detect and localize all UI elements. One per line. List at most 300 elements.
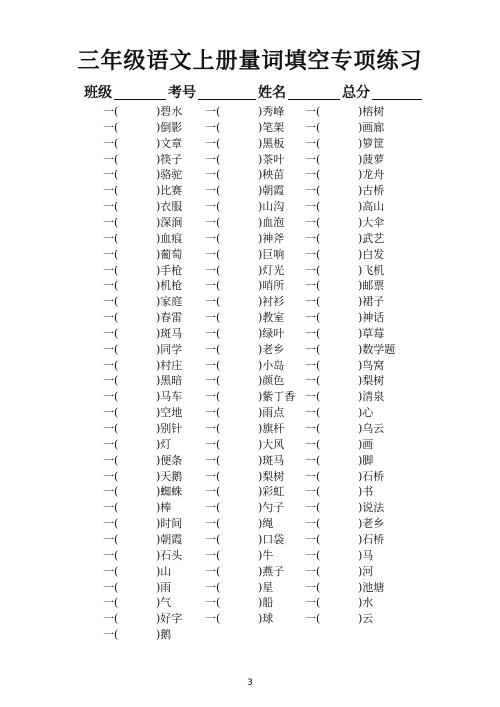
item-tail	[258, 595, 273, 611]
item-noun: 春雷	[160, 311, 183, 325]
item-suffix: )	[156, 612, 161, 626]
item-suffix: )	[358, 422, 363, 435]
item-tail	[156, 580, 171, 596]
item-tail	[358, 611, 373, 627]
item-tail	[258, 152, 284, 168]
item-prefix: 一(	[103, 326, 119, 340]
answer-blank[interactable]	[122, 595, 156, 609]
item-suffix: )	[358, 358, 363, 372]
item-prefix: 一(	[305, 105, 321, 118]
item-prefix: 一(	[305, 263, 321, 277]
answer-blank[interactable]	[122, 199, 156, 213]
answer-blank[interactable]	[122, 389, 156, 403]
answer-blank[interactable]	[324, 278, 358, 292]
answer-blank[interactable]	[224, 611, 258, 625]
answer-blank[interactable]	[122, 405, 156, 419]
item-noun: 石桥	[362, 532, 385, 546]
item-tail	[258, 500, 284, 516]
item-noun: 紫丁香	[262, 390, 296, 404]
answer-blank[interactable]	[324, 231, 358, 245]
item-tail	[358, 500, 384, 516]
item-prefix: 一(	[205, 231, 221, 245]
item-noun: 村庄	[160, 358, 183, 372]
answer-blank[interactable]	[324, 294, 358, 308]
exercise-row	[0, 484, 500, 500]
answer-blank[interactable]	[224, 469, 258, 483]
answer-blank[interactable]	[324, 136, 358, 150]
item-noun: 天鹅	[160, 469, 183, 483]
answer-blank[interactable]	[324, 469, 358, 483]
answer-blank[interactable]	[324, 437, 358, 451]
item-suffix: )	[156, 215, 161, 229]
item-suffix: )	[156, 263, 161, 277]
item-prefix: 一(	[305, 120, 321, 134]
item-suffix: )	[156, 184, 161, 198]
item-tail	[156, 627, 171, 643]
item-noun: 老乡	[262, 342, 285, 356]
answer-blank[interactable]	[122, 294, 156, 308]
answer-blank[interactable]	[224, 263, 258, 277]
answer-blank[interactable]	[324, 484, 358, 498]
item-noun: 山沟	[262, 200, 285, 214]
item-tail	[258, 516, 273, 532]
answer-blank[interactable]	[324, 104, 358, 118]
item-prefix: 一(	[103, 311, 119, 325]
item-suffix: )	[156, 437, 161, 451]
item-noun: 葡萄	[160, 247, 183, 261]
answer-blank[interactable]	[224, 500, 258, 514]
score-field[interactable]	[372, 99, 422, 100]
answer-blank[interactable]	[122, 484, 156, 498]
answer-blank[interactable]	[122, 453, 156, 467]
item-prefix: 一(	[103, 231, 119, 245]
item-prefix: 一(	[205, 612, 221, 626]
answer-blank[interactable]	[122, 469, 156, 483]
item-noun: 教室	[262, 311, 285, 325]
exercise-row	[0, 215, 500, 231]
item-suffix: )	[156, 231, 161, 245]
item-suffix: )	[358, 311, 363, 325]
item-tail	[156, 167, 182, 183]
item-suffix: )	[258, 342, 263, 356]
item-tail	[358, 120, 384, 136]
item-tail	[358, 389, 384, 405]
item-tail	[156, 342, 182, 358]
item-prefix: 一(	[103, 105, 119, 118]
item-noun: 草莓	[362, 326, 385, 340]
item-tail	[156, 405, 182, 421]
answer-blank[interactable]	[224, 564, 258, 578]
item-tail	[156, 310, 182, 326]
item-suffix: )	[156, 517, 161, 531]
item-noun: 鹅	[160, 628, 172, 642]
answer-blank[interactable]	[324, 310, 358, 324]
item-noun: 鸟窝	[362, 358, 385, 372]
answer-blank[interactable]	[324, 167, 358, 181]
item-tail	[156, 548, 182, 564]
item-noun: 口袋	[262, 532, 285, 546]
answer-blank[interactable]	[122, 548, 156, 562]
item-tail	[258, 231, 284, 247]
answer-blank[interactable]	[122, 215, 156, 229]
answer-blank[interactable]	[224, 516, 258, 530]
answer-blank[interactable]	[324, 595, 358, 609]
answer-blank[interactable]	[224, 548, 258, 562]
item-noun: 斑马	[262, 453, 285, 467]
item-prefix: 一(	[305, 231, 321, 245]
exercise-row	[0, 120, 500, 136]
class-label: 班级	[84, 85, 112, 101]
item-noun: 茶叶	[262, 152, 285, 166]
item-prefix: 一(	[103, 168, 119, 182]
answer-blank[interactable]	[122, 326, 156, 340]
exercise-row	[0, 469, 500, 485]
item-noun: 旗杆	[262, 422, 285, 435]
answer-blank[interactable]	[224, 358, 258, 372]
item-prefix: 一(	[205, 532, 221, 546]
item-suffix: )	[156, 120, 161, 134]
item-noun: 武艺	[362, 231, 385, 245]
answer-blank[interactable]	[324, 580, 358, 594]
answer-blank[interactable]	[224, 215, 258, 229]
item-tail	[156, 152, 182, 168]
item-prefix: 一(	[103, 422, 119, 435]
answer-blank[interactable]	[224, 484, 258, 498]
item-prefix: 一(	[103, 247, 119, 261]
answer-blank[interactable]	[324, 453, 358, 467]
item-tail	[156, 611, 182, 627]
item-suffix: )	[358, 517, 363, 531]
item-tail	[358, 310, 384, 326]
item-suffix: )	[156, 422, 161, 435]
answer-blank[interactable]	[324, 199, 358, 213]
item-prefix: 一(	[103, 437, 119, 451]
exercise-row	[0, 373, 500, 389]
item-noun: 笔架	[262, 120, 285, 134]
item-suffix: )	[258, 532, 263, 546]
answer-blank[interactable]	[122, 152, 156, 166]
item-suffix: )	[358, 120, 363, 134]
item-noun: 书	[362, 485, 374, 499]
answer-blank[interactable]	[224, 136, 258, 150]
item-suffix: )	[156, 501, 161, 515]
item-noun: 倒影	[160, 120, 183, 134]
item-prefix: 一(	[305, 548, 321, 562]
exercise-row	[0, 104, 500, 120]
exercise-row	[0, 263, 500, 279]
exercise-row	[0, 627, 500, 643]
item-suffix: )	[358, 612, 363, 626]
item-prefix: 一(	[305, 453, 321, 467]
item-tail	[258, 389, 295, 405]
name-field[interactable]	[288, 99, 340, 100]
answer-blank[interactable]	[224, 278, 258, 292]
item-suffix: )	[258, 184, 263, 198]
item-noun: 画	[362, 437, 374, 451]
item-prefix: 一(	[205, 295, 221, 309]
answer-blank[interactable]	[224, 405, 258, 419]
item-noun: 朝霞	[160, 532, 183, 546]
answer-blank[interactable]	[224, 453, 258, 467]
item-tail	[358, 484, 373, 500]
answer-blank[interactable]	[122, 627, 156, 641]
item-suffix: )	[358, 596, 363, 610]
item-prefix: 一(	[305, 437, 321, 451]
answer-blank[interactable]	[122, 104, 156, 118]
exercise-row	[0, 532, 500, 548]
answer-blank[interactable]	[122, 278, 156, 292]
item-noun: 画廊	[362, 120, 385, 134]
exercise-row	[0, 231, 500, 247]
exercise-row	[0, 294, 500, 310]
item-noun: 衬衫	[262, 295, 285, 309]
answer-blank[interactable]	[122, 247, 156, 261]
item-prefix: 一(	[103, 342, 119, 356]
item-tail	[358, 564, 373, 580]
answer-blank[interactable]	[224, 183, 258, 197]
item-noun: 文章	[160, 136, 183, 150]
answer-blank[interactable]	[324, 389, 358, 403]
item-suffix: )	[358, 390, 363, 404]
answer-blank[interactable]	[224, 595, 258, 609]
number-field[interactable]	[198, 99, 256, 100]
answer-blank[interactable]	[324, 500, 358, 514]
answer-blank[interactable]	[122, 580, 156, 594]
item-tail	[156, 263, 182, 279]
exercise-row	[0, 611, 500, 627]
answer-blank[interactable]	[324, 152, 358, 166]
answer-blank[interactable]	[122, 183, 156, 197]
item-noun: 神话	[362, 311, 385, 325]
item-noun: 云	[362, 612, 374, 626]
answer-blank[interactable]	[324, 548, 358, 562]
answer-blank[interactable]	[122, 516, 156, 530]
item-prefix: 一(	[103, 453, 119, 467]
item-suffix: )	[358, 295, 363, 309]
item-tail	[156, 215, 182, 231]
answer-blank[interactable]	[324, 516, 358, 530]
answer-blank[interactable]	[324, 215, 358, 229]
item-noun: 脚	[362, 453, 374, 467]
item-prefix: 一(	[205, 469, 221, 483]
item-prefix: 一(	[103, 279, 119, 293]
item-suffix: )	[156, 532, 161, 546]
item-prefix: 一(	[205, 326, 221, 340]
item-tail	[258, 342, 284, 358]
item-tail	[258, 548, 273, 564]
item-prefix: 一(	[103, 501, 119, 515]
item-tail	[358, 421, 384, 437]
item-suffix: )	[258, 168, 263, 182]
answer-blank[interactable]	[224, 104, 258, 118]
item-prefix: 一(	[305, 184, 321, 198]
item-noun: 菠萝	[362, 152, 385, 166]
answer-blank[interactable]	[224, 532, 258, 546]
answer-blank[interactable]	[122, 532, 156, 546]
item-tail	[258, 580, 273, 596]
item-prefix: 一(	[205, 501, 221, 515]
item-tail	[156, 373, 182, 389]
item-prefix: 一(	[305, 215, 321, 229]
item-noun: 心	[362, 406, 374, 420]
item-suffix: )	[358, 279, 363, 293]
item-prefix: 一(	[205, 596, 221, 610]
answer-blank[interactable]	[224, 294, 258, 308]
answer-blank[interactable]	[224, 421, 258, 435]
item-noun: 白发	[362, 247, 385, 261]
item-noun: 燕子	[262, 564, 285, 578]
item-noun: 牛	[262, 548, 274, 562]
item-prefix: 一(	[205, 311, 221, 325]
class-field[interactable]	[114, 99, 166, 100]
answer-blank[interactable]	[324, 183, 358, 197]
item-tail	[358, 263, 384, 279]
item-prefix: 一(	[205, 422, 221, 435]
item-noun: 勺子	[262, 501, 285, 515]
answer-blank[interactable]	[122, 263, 156, 277]
answer-blank[interactable]	[324, 120, 358, 134]
answer-blank[interactable]	[324, 326, 358, 340]
item-noun: 星	[262, 580, 274, 594]
item-suffix: )	[358, 200, 363, 214]
answer-blank[interactable]	[122, 373, 156, 387]
answer-blank[interactable]	[224, 152, 258, 166]
item-suffix: )	[258, 358, 263, 372]
answer-blank[interactable]	[324, 405, 358, 419]
item-noun: 数学题	[362, 342, 396, 356]
item-noun: 骆驼	[160, 168, 183, 182]
item-tail	[358, 373, 384, 389]
item-prefix: 一(	[103, 263, 119, 277]
answer-blank[interactable]	[224, 247, 258, 261]
item-prefix: 一(	[305, 485, 321, 499]
answer-blank[interactable]	[224, 342, 258, 356]
answer-blank[interactable]	[324, 342, 358, 356]
item-noun: 棒	[160, 501, 172, 515]
item-suffix: )	[358, 564, 363, 578]
item-noun: 飞机	[362, 263, 385, 277]
exercise-row	[0, 580, 500, 596]
item-prefix: 一(	[305, 152, 321, 166]
item-suffix: )	[258, 453, 263, 467]
item-suffix: )	[156, 326, 161, 340]
item-suffix: )	[156, 548, 161, 562]
answer-blank[interactable]	[122, 611, 156, 625]
item-tail	[258, 183, 284, 199]
answer-blank[interactable]	[224, 373, 258, 387]
exercise-row	[0, 199, 500, 215]
item-noun: 船	[262, 596, 274, 610]
item-prefix: 一(	[103, 517, 119, 531]
answer-blank[interactable]	[324, 611, 358, 625]
item-noun: 裙子	[362, 295, 385, 309]
item-prefix: 一(	[103, 485, 119, 499]
score-label: 总分	[342, 85, 370, 101]
item-tail	[156, 389, 182, 405]
answer-blank[interactable]	[224, 167, 258, 181]
answer-blank[interactable]	[324, 421, 358, 435]
answer-blank[interactable]	[324, 247, 358, 261]
item-noun: 球	[262, 612, 274, 626]
item-suffix: )	[258, 390, 263, 404]
item-suffix: )	[258, 437, 263, 451]
item-suffix: )	[358, 374, 363, 388]
item-prefix: 一(	[205, 184, 221, 198]
item-suffix: )	[258, 200, 263, 214]
item-tail	[358, 342, 395, 358]
item-tail	[156, 516, 182, 532]
item-noun: 大风	[262, 437, 285, 451]
answer-blank[interactable]	[224, 231, 258, 245]
answer-blank[interactable]	[224, 120, 258, 134]
item-tail	[358, 136, 384, 152]
exercise-row	[0, 152, 500, 168]
answer-blank[interactable]	[122, 231, 156, 245]
answer-blank[interactable]	[224, 580, 258, 594]
item-prefix: 一(	[205, 358, 221, 372]
answer-blank[interactable]	[122, 120, 156, 134]
item-tail	[156, 120, 182, 136]
answer-blank[interactable]	[324, 358, 358, 372]
name-label: 姓名	[258, 85, 286, 101]
exercise-row	[0, 421, 500, 437]
answer-blank[interactable]	[224, 437, 258, 451]
answer-blank[interactable]	[122, 437, 156, 451]
answer-blank[interactable]	[224, 389, 258, 403]
item-prefix: 一(	[103, 152, 119, 166]
answer-blank[interactable]	[324, 263, 358, 277]
item-noun: 邮票	[362, 279, 385, 293]
answer-blank[interactable]	[122, 342, 156, 356]
answer-blank[interactable]	[122, 167, 156, 181]
answer-blank[interactable]	[122, 421, 156, 435]
item-suffix: )	[156, 358, 161, 372]
item-suffix: )	[258, 517, 263, 531]
item-noun: 黑板	[262, 136, 285, 150]
answer-blank[interactable]	[224, 199, 258, 213]
answer-blank[interactable]	[122, 310, 156, 324]
item-suffix: )	[258, 247, 263, 261]
item-tail	[358, 278, 384, 294]
answer-blank[interactable]	[122, 500, 156, 514]
item-suffix: )	[258, 326, 263, 340]
item-prefix: 一(	[305, 390, 321, 404]
item-suffix: )	[358, 136, 363, 150]
item-noun: 比赛	[160, 184, 183, 198]
answer-blank[interactable]	[224, 310, 258, 324]
item-suffix: )	[258, 311, 263, 325]
answer-blank[interactable]	[324, 532, 358, 546]
item-tail	[358, 548, 373, 564]
answer-blank[interactable]	[122, 358, 156, 372]
item-suffix: )	[156, 200, 161, 214]
item-prefix: 一(	[305, 247, 321, 261]
answer-blank[interactable]	[324, 564, 358, 578]
answer-blank[interactable]	[224, 326, 258, 340]
item-noun: 气	[160, 596, 172, 610]
item-noun: 斑马	[160, 326, 183, 340]
item-noun: 哨所	[262, 279, 285, 293]
item-tail	[258, 437, 284, 453]
item-suffix: )	[258, 469, 263, 483]
item-noun: 筷子	[160, 152, 183, 166]
answer-blank[interactable]	[122, 564, 156, 578]
student-info-line	[84, 82, 424, 102]
item-tail	[156, 247, 182, 263]
answer-blank[interactable]	[324, 373, 358, 387]
item-suffix: )	[156, 247, 161, 261]
answer-blank[interactable]	[122, 136, 156, 150]
